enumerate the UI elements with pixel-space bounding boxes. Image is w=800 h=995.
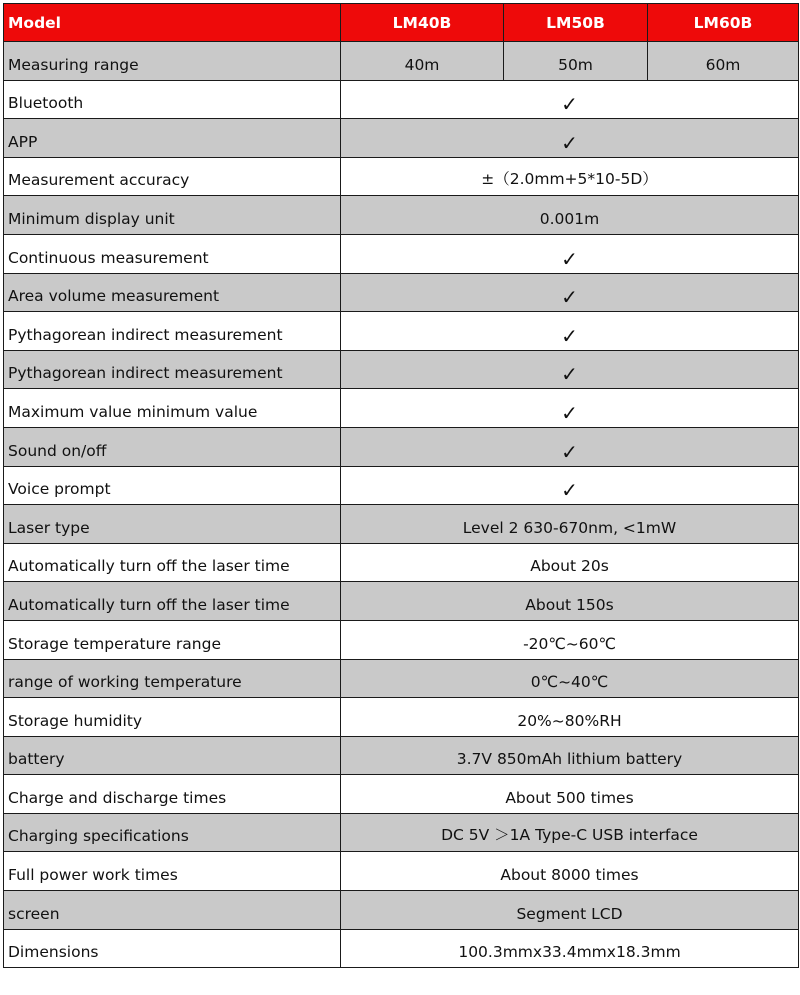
spec-row — [4, 543, 799, 582]
spec-row — [4, 80, 799, 119]
spec-value: About 20s — [341, 543, 799, 582]
spec-row — [4, 620, 799, 659]
spec-label: Bluetooth — [4, 80, 341, 119]
spec-label: Storage humidity — [4, 698, 341, 737]
spec-row — [4, 389, 799, 428]
spec-label: range of working temperature — [4, 659, 341, 698]
spec-value: 3.7V 850mAh lithium battery — [341, 736, 799, 775]
spec-value: 0℃~40℃ — [341, 659, 799, 698]
spec-label: Charging specifications — [4, 813, 341, 852]
checkmark-icon: ✓ — [341, 119, 799, 158]
measuring-range-label: Measuring range — [4, 42, 341, 81]
spec-row — [4, 698, 799, 737]
checkmark-icon: ✓ — [341, 234, 799, 273]
spec-row — [4, 891, 799, 930]
spec-label: screen — [4, 891, 341, 930]
spec-value: Segment LCD — [341, 891, 799, 930]
spec-row — [4, 775, 799, 814]
spec-table — [3, 3, 799, 968]
spec-label: Dimensions — [4, 929, 341, 968]
model-lm50b: LM50B — [504, 4, 648, 42]
spec-row — [4, 505, 799, 544]
checkmark-icon: ✓ — [341, 350, 799, 389]
spec-row — [4, 350, 799, 389]
spec-row — [4, 196, 799, 235]
measuring-range-row — [4, 42, 799, 81]
model-header: Model — [4, 4, 341, 42]
spec-label: Full power work times — [4, 852, 341, 891]
spec-row — [4, 119, 799, 158]
model-lm40b: LM40B — [341, 4, 504, 42]
spec-label: Voice prompt — [4, 466, 341, 505]
spec-label: Minimum display unit — [4, 196, 341, 235]
spec-row — [4, 736, 799, 775]
spec-label: Maximum value minimum value — [4, 389, 341, 428]
range-lm40b: 40m — [341, 42, 504, 81]
spec-value: Level 2 630-670nm, <1mW — [341, 505, 799, 544]
spec-row — [4, 273, 799, 312]
spec-row — [4, 852, 799, 891]
checkmark-icon: ✓ — [341, 389, 799, 428]
spec-value: -20℃~60℃ — [341, 620, 799, 659]
header-row — [4, 4, 799, 42]
checkmark-icon: ✓ — [341, 427, 799, 466]
spec-value: 100.3mmx33.4mmx18.3mm — [341, 929, 799, 968]
range-lm50b: 50m — [504, 42, 648, 81]
spec-value: ±（2.0mm+5*10-5D） — [341, 157, 799, 196]
spec-label: Storage temperature range — [4, 620, 341, 659]
spec-row — [4, 582, 799, 621]
spec-row — [4, 427, 799, 466]
spec-value: About 8000 times — [341, 852, 799, 891]
spec-label: APP — [4, 119, 341, 158]
spec-label: Sound on/off — [4, 427, 341, 466]
spec-value: DC 5V ＞1A Type-C USB interface — [341, 813, 799, 852]
spec-label: Charge and discharge times — [4, 775, 341, 814]
spec-label: Measurement accuracy — [4, 157, 341, 196]
spec-value: About 500 times — [341, 775, 799, 814]
spec-row — [4, 813, 799, 852]
spec-label: Pythagorean indirect measurement — [4, 312, 341, 351]
spec-label: Automatically turn off the laser time — [4, 543, 341, 582]
spec-row — [4, 312, 799, 351]
model-lm60b: LM60B — [648, 4, 799, 42]
spec-label: Pythagorean indirect measurement — [4, 350, 341, 389]
spec-label: Automatically turn off the laser time — [4, 582, 341, 621]
spec-label: Continuous measurement — [4, 234, 341, 273]
spec-label: battery — [4, 736, 341, 775]
checkmark-icon: ✓ — [341, 80, 799, 119]
spec-value: 0.001m — [341, 196, 799, 235]
spec-value: 20%~80%RH — [341, 698, 799, 737]
range-lm60b: 60m — [648, 42, 799, 81]
spec-label: Laser type — [4, 505, 341, 544]
spec-row — [4, 157, 799, 196]
spec-row — [4, 929, 799, 968]
spec-value: About 150s — [341, 582, 799, 621]
spec-table-body — [4, 4, 799, 968]
checkmark-icon: ✓ — [341, 312, 799, 351]
spec-row — [4, 466, 799, 505]
spec-label: Area volume measurement — [4, 273, 341, 312]
checkmark-icon: ✓ — [341, 466, 799, 505]
spec-row — [4, 659, 799, 698]
checkmark-icon: ✓ — [341, 273, 799, 312]
spec-row — [4, 234, 799, 273]
